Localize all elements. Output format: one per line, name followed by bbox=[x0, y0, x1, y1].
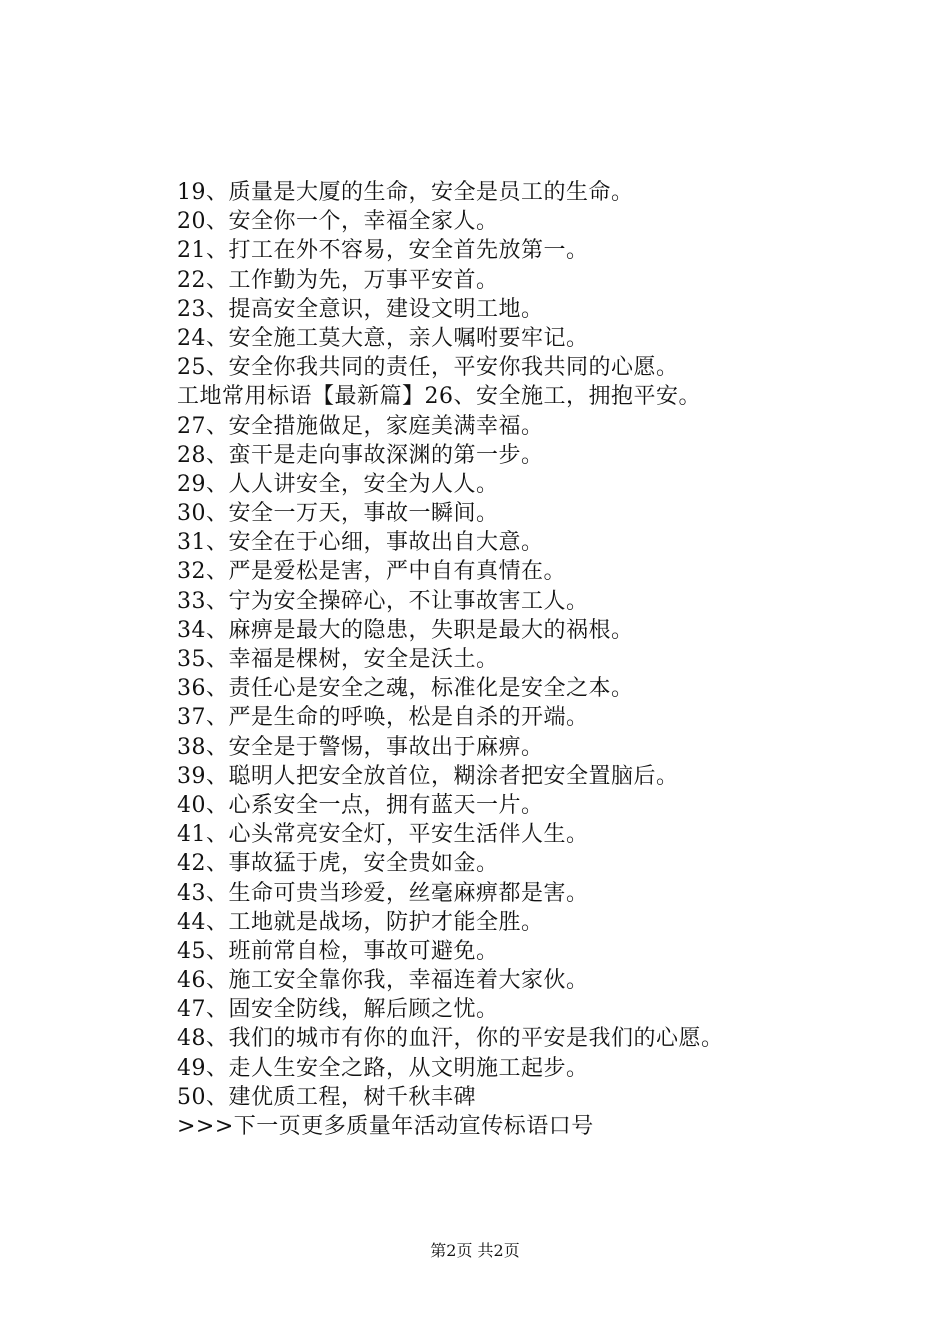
list-item: 38、安全是于警惕，事故出于麻痹。 bbox=[177, 734, 544, 760]
list-item: 40、心系安全一点，拥有蓝天一片。 bbox=[177, 792, 544, 818]
list-item: 34、麻痹是最大的隐患，失职是最大的祸根。 bbox=[177, 617, 634, 643]
list-item: 28、蛮干是走向事故深渊的第一步。 bbox=[177, 442, 544, 468]
list-item: 42、事故猛于虎，安全贵如金。 bbox=[177, 851, 499, 877]
list-item: 35、幸福是棵树，安全是沃土。 bbox=[177, 647, 499, 672]
list-item: 25、安全你我共同的责任，平安你我共同的心愿。 bbox=[177, 355, 679, 381]
list-item: 50、建优质工程，树千秋丰碑 bbox=[177, 1084, 476, 1110]
list-item: 48、我们的城市有你的血汗，你的平安是我们的心愿。 bbox=[177, 1026, 724, 1052]
list-item: 31、安全在于心细，事故出自大意。 bbox=[177, 530, 544, 556]
list-item: 41、心头常亮安全灯，平安生活伴人生。 bbox=[177, 822, 589, 848]
list-item: 45、班前常自检，事故可避免。 bbox=[177, 938, 499, 964]
list-item: 37、严是生命的呼唤，松是自杀的开端。 bbox=[177, 705, 589, 731]
list-item: 24、安全施工莫大意，亲人嘱咐要牢记。 bbox=[177, 325, 589, 351]
section-heading-line: 工地常用标语【最新篇】26、安全施工，拥抱平安。 bbox=[177, 384, 701, 410]
next-page-link[interactable]: >>>下一页更多质量年活动宣传标语口号 bbox=[177, 1114, 594, 1139]
list-item: 46、施工安全靠你我，幸福连着大家伙。 bbox=[177, 968, 589, 994]
list-item: 33、宁为安全操碎心，不让事故害工人。 bbox=[177, 588, 589, 614]
list-item: 19、质量是大厦的生命，安全是员工的生命。 bbox=[177, 180, 634, 205]
list-item: 23、提高安全意识，建设文明工地。 bbox=[177, 296, 544, 322]
slogan-list bbox=[177, 178, 917, 1141]
list-item: 27、安全措施做足，家庭美满幸福。 bbox=[177, 413, 544, 439]
list-item: 20、安全你一个，幸福全家人。 bbox=[177, 209, 499, 235]
list-item: 47、固安全防线，解后顾之忧。 bbox=[177, 997, 499, 1023]
list-item: 30、安全一万天，事故一瞬间。 bbox=[177, 501, 499, 527]
list-item: 29、人人讲安全，安全为人人。 bbox=[177, 471, 499, 497]
list-item: 43、生命可贵当珍爱，丝毫麻痹都是害。 bbox=[177, 880, 589, 906]
list-item: 22、工作勤为先，万事平安首。 bbox=[177, 267, 499, 293]
list-item: 32、严是爱松是害，严中自有真情在。 bbox=[177, 559, 566, 585]
list-item: 21、打工在外不容易，安全首先放第一。 bbox=[177, 238, 589, 264]
list-item: 36、责任心是安全之魂，标准化是安全之本。 bbox=[177, 676, 634, 702]
page-number-footer: 第2页 共2页 bbox=[430, 1241, 520, 1260]
list-item: 39、聪明人把安全放首位，糊涂者把安全置脑后。 bbox=[177, 763, 679, 789]
list-item: 49、走人生安全之路，从文明施工起步。 bbox=[177, 1055, 589, 1081]
list-item: 44、工地就是战场，防护才能全胜。 bbox=[177, 909, 544, 935]
